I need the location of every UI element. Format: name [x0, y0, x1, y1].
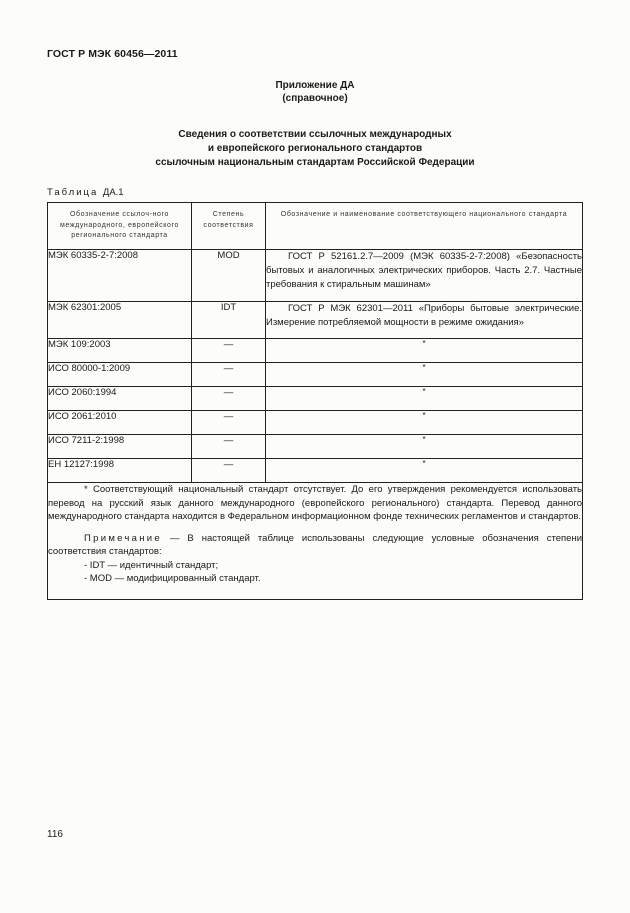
- cell-degree: —: [192, 363, 266, 387]
- cell-degree: MOD: [192, 250, 266, 302]
- cell-national: *: [266, 411, 583, 435]
- cell-code: ИСО 7211-2:1998: [48, 435, 192, 459]
- cell-code: ЕН 12127:1998: [48, 459, 192, 483]
- cell-national: *: [266, 387, 583, 411]
- cell-code: ИСО 80000-1:2009: [48, 363, 192, 387]
- cell-code: ИСО 2061:2010: [48, 411, 192, 435]
- table-caption: [47, 187, 124, 198]
- cell-code: ИСО 2060:1994: [48, 387, 192, 411]
- note: [48, 532, 582, 559]
- footnote: * Соответствующий национальный стандарт отсутствует. До его утверждения рекомендуется использовать перевод на русский язык данного международного (европейского регионального) стандарта. Перевод данного международного стандарта находится в Федеральном информационном фонде технических регламентов и стандартов.: [48, 484, 582, 522]
- table-caption-number: ДА.1: [102, 187, 124, 198]
- header-degree: Степень соответствия: [192, 203, 266, 250]
- header-international-standard: Обозначение ссылоч-ного международного, европейского регионального стандарта: [48, 203, 192, 250]
- table-row: [48, 411, 583, 435]
- section-title-line-1: Сведения о соответствии ссылочных международных: [178, 129, 452, 140]
- table-row: [48, 250, 583, 302]
- table-caption-word: Таблица: [47, 187, 99, 198]
- appendix-subtitle: (справочное): [282, 93, 348, 104]
- table-notes: [48, 483, 583, 600]
- cell-code: МЭК 109:2003: [48, 339, 192, 363]
- cell-degree: —: [192, 435, 266, 459]
- table-row: [48, 302, 583, 339]
- document-header: ГОСТ Р МЭК 60456—2011: [47, 48, 178, 60]
- table-row: [48, 387, 583, 411]
- header-national-standard: Обозначение и наименование соответствующего национального стандарта: [266, 203, 583, 250]
- cell-national: *: [266, 339, 583, 363]
- cell-national: *: [266, 435, 583, 459]
- table-row: [48, 459, 583, 483]
- table-row: [48, 435, 583, 459]
- standards-table: [47, 202, 583, 600]
- table-row: [48, 363, 583, 387]
- table-row: [48, 339, 583, 363]
- cell-national-text: ГОСТ Р МЭК 62301—2011 «Приборы бытовые электрические. Измерение потребляемой мощности в режиме ожидания»: [266, 303, 582, 328]
- cell-national: *: [266, 363, 583, 387]
- cell-degree: —: [192, 339, 266, 363]
- cell-degree: —: [192, 411, 266, 435]
- page-number: 116: [47, 829, 63, 840]
- cell-code: МЭК 60335-2-7:2008: [48, 250, 192, 302]
- note-text: — В настоящей таблице использованы следующие условные обозначения степени соответствия стандартов:: [48, 532, 582, 557]
- cell-national: [266, 250, 583, 302]
- appendix-title: Приложение ДА: [275, 80, 355, 91]
- legend-item-idt: - IDT — идентичный стандарт;: [84, 559, 219, 571]
- table-notes-row: [48, 483, 583, 600]
- legend-item-mod: - MOD — модифицированный стандарт.: [84, 573, 261, 584]
- cell-national: *: [266, 459, 583, 483]
- cell-code: МЭК 62301:2005: [48, 302, 192, 339]
- table-header-row: [48, 203, 583, 250]
- cell-national-text: ГОСТ Р 52161.2.7—2009 (МЭК 60335-2-7:2008) «Безопасность бытовых и аналогичных электрических приборов. Часть 2.7. Частные требования к стиральным машинам»: [266, 251, 582, 290]
- note-label: Примечание: [84, 532, 162, 544]
- cell-degree: IDT: [192, 302, 266, 339]
- section-title-line-3: ссылочным национальным стандартам Российской Федерации: [155, 157, 475, 168]
- section-title-line-2: и европейского регионального стандартов: [207, 143, 423, 154]
- cell-degree: —: [192, 459, 266, 483]
- cell-degree: —: [192, 387, 266, 411]
- cell-national: [266, 302, 583, 339]
